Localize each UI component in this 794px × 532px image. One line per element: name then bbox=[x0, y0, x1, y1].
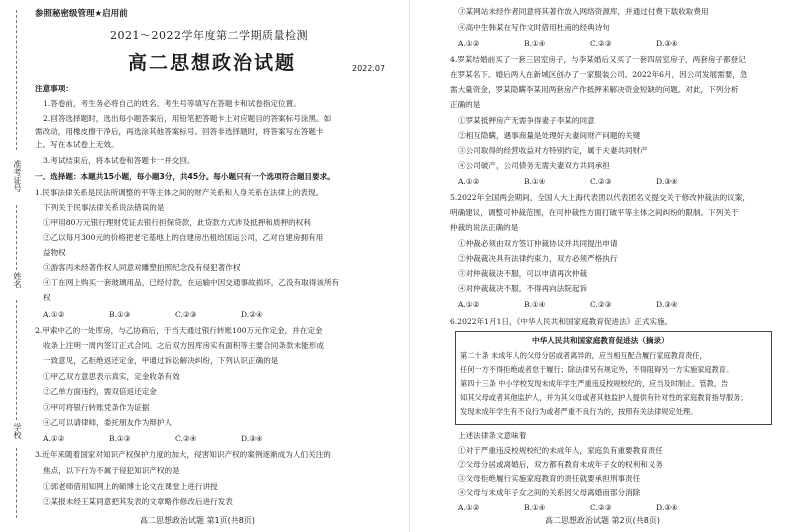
option-c[interactable]: C.②③ bbox=[590, 39, 612, 48]
question-line: 正确的是 bbox=[450, 100, 481, 109]
question-line: 明确建议，调整可仲裁范围，在可仲裁性方面打破平等主体之间纠纷的限制。下列关于 bbox=[450, 208, 739, 217]
question-line: 6.2022年1月1日，《中华人民共和国家庭教育促进法》正式实施。 bbox=[450, 317, 673, 326]
page-2 bbox=[410, 0, 794, 532]
question-line: 收条上注明一周内签订正式合同。之后双方因库房实有面积等主要合同条款未能形成 bbox=[43, 341, 324, 350]
question-line: 4.罗某结婚前买了一套三居室房子，与李某婚后又买了一套四居室房子，两套房子都登记 bbox=[450, 55, 746, 64]
margin-label-school: 学校 bbox=[10, 423, 22, 439]
question-line: 2.甲索中乙的一处库房，与乙协商后，于当天通过银行转账100万元作定金，并在定金 bbox=[35, 326, 323, 335]
answer-options bbox=[458, 502, 722, 513]
question-line: ②相互隐瞒，遇事商量是处理好夫妻间财产问题的关键 bbox=[458, 131, 641, 140]
question-line: ④高中生韩某在写作文时借用杜甫的经典诗句 bbox=[458, 23, 610, 32]
question-line: ②乙单方面违约，需双倍返还定金 bbox=[43, 387, 157, 396]
question-line: ④丁在网上购买一套玻璃用品，已经付款，在运输中因交通事故损坏，乙没有取得该所有 bbox=[43, 278, 340, 287]
option-b[interactable]: B.①③ bbox=[109, 434, 131, 443]
excerpt-title: 中华人民共和国家庭教育促进法（摘录） bbox=[532, 336, 669, 345]
exam-date: 2022.07 bbox=[352, 64, 386, 73]
option-c[interactable]: C.②④ bbox=[175, 434, 197, 443]
notes-heading: 注意事项： bbox=[35, 84, 73, 93]
question-line: ④对仲裁裁决不服，不得再向法院起诉 bbox=[458, 284, 588, 293]
option-a[interactable]: A.①② bbox=[43, 310, 65, 319]
question-line: 5.2022年全国两会期间，全国人大上海代表团以代表团名义提交关于修改仲裁法的议案， bbox=[450, 193, 750, 202]
question-line: ①仲裁必须由双方签订仲裁协议并共同提出申请 bbox=[458, 239, 618, 248]
option-b[interactable]: B.①④ bbox=[524, 177, 546, 186]
option-c[interactable]: C.②③ bbox=[175, 310, 197, 319]
question-line: ③游客丙未经著作权人同意对雕塑拍照纪念没有侵犯著作权 bbox=[43, 263, 241, 272]
exam-name: 2021～2022学年度第二学期质量检测 bbox=[110, 29, 308, 42]
question-line: ③对仲裁裁决不服，可以申请再次仲裁 bbox=[458, 269, 588, 278]
question-line: 下列关于民事法律关系说法错误的是 bbox=[43, 203, 165, 212]
question-line: ②乙以每月300元的价格把老宅基地上的自建房出租给国运公司，乙对自建房拥有用 bbox=[43, 233, 324, 242]
page-title: 高二思想政治试题 bbox=[128, 52, 297, 74]
question-line: ①罗某抵押房产无需争得妻子李某的同意 bbox=[458, 116, 595, 125]
option-d[interactable]: D.③④ bbox=[656, 300, 678, 309]
question-line: ③父母拒绝履行实施家庭教育的责任就要承担刑事责任 bbox=[458, 474, 641, 483]
answer-options bbox=[43, 309, 307, 320]
question-line: ④父母与未成年子女之间的关系因父母离婚而部分消除 bbox=[458, 488, 641, 497]
option-d[interactable]: D.③④ bbox=[656, 503, 678, 512]
margin-label-name: 姓名 bbox=[10, 272, 22, 288]
answer-options bbox=[458, 176, 722, 187]
question-line: ①对于严重违反校规校纪的未成年人，家庭负有重要教育责任 bbox=[458, 446, 664, 455]
option-d[interactable]: D.③④ bbox=[656, 39, 678, 48]
option-c[interactable]: C.②③ bbox=[590, 300, 612, 309]
answer-options bbox=[458, 38, 722, 49]
option-b[interactable]: B.①④ bbox=[524, 503, 546, 512]
option-b[interactable]: B.①④ bbox=[524, 300, 546, 309]
note-line: 上。写在本试卷上无效。 bbox=[35, 140, 119, 149]
option-a[interactable]: A.①② bbox=[458, 39, 480, 48]
question-line: ③某网站未经作者同意将其著作放入网络资源库，并通过付费下载收取费用 bbox=[458, 7, 709, 16]
option-a[interactable]: A.①② bbox=[43, 434, 65, 443]
confidential-stamp: 参照秘密级管理★启用前 bbox=[35, 9, 128, 19]
binding-line bbox=[16, 300, 17, 420]
question-line: 益物权 bbox=[43, 248, 66, 257]
excerpt-line: 第四十三条 中小学校发现未成年学生严重违反校规校纪的，应当及时制止、管教，告 bbox=[460, 379, 729, 388]
question-line: 一致意见，乙拒绝返还定金，甲通过诉讼解决纠纷，下列认识正确的是 bbox=[43, 356, 279, 365]
option-d[interactable]: D.③④ bbox=[241, 434, 263, 443]
question-line: 在罗某名下。婚后两人在新城区创办了一家服装公司。2022年6月，因公司发展需要，急 bbox=[450, 70, 748, 79]
page-footer: 高二思想政治试题 第1页(共8页) bbox=[140, 516, 255, 525]
excerpt-line: 知其父母或者其他监护人，并为其父母或者其他监护人提供有针对性的家庭教育指导服务； bbox=[460, 393, 748, 402]
question-line: 3.近年来随着国家对知识产权保护力度的加大，侵害知识产权的案例逐渐成为人们关注的 bbox=[35, 450, 331, 459]
excerpt-line: 发现未成年学生有不良行为或者严重不良行为的，按照有关法律规定处理。 bbox=[460, 407, 698, 416]
binding-line bbox=[16, 10, 17, 150]
question-line: ③甲可将银行转账凭条作为证据 bbox=[43, 403, 150, 412]
question-line: ④乙可以请律师，委托朋友作为辩护人 bbox=[43, 418, 173, 427]
question-line: 焦点，以下行为不属于侵犯知识产权的是 bbox=[43, 466, 180, 475]
note-line: 需改动，用橡皮擦干净后，再选涂其他答案标号。回答非选择题时，将答案写在答题卡 bbox=[35, 127, 324, 136]
option-c[interactable]: C.②③ bbox=[590, 503, 612, 512]
question-line: 上述法律条文意味着 bbox=[458, 431, 527, 440]
option-a[interactable]: A.①② bbox=[458, 503, 480, 512]
option-d[interactable]: D.②④ bbox=[241, 310, 263, 319]
question-line: 权 bbox=[43, 293, 51, 302]
note-line: 2.回答选择题时，选出每小题答案后，用铅笔把答题卡上对应题目的答案标号涂黑。如 bbox=[43, 114, 332, 123]
answer-options bbox=[43, 433, 307, 444]
binding-line bbox=[16, 205, 17, 270]
option-a[interactable]: A.①② bbox=[458, 300, 480, 309]
question-line: ②父母分居或离婚后，双方都有教育未成年子女的权利和义务 bbox=[458, 460, 664, 469]
question-line: 仲裁的说法正确的是 bbox=[450, 223, 519, 232]
note-line: 3.考试结束后，将本试卷和答题卡一并交回。 bbox=[43, 156, 195, 165]
question-line: ③公司取得的经营收益对方特别约定，属于夫妻共同财产 bbox=[458, 146, 648, 155]
question-line: ④公司破产，公司债务无需夫妻双方共同承担 bbox=[458, 161, 610, 170]
option-d[interactable]: D.③④ bbox=[656, 177, 678, 186]
note-line: 1.答卷前，考生务必将自己的姓名、考生号等填写在答题卡和试卷指定位置。 bbox=[43, 99, 301, 108]
option-b[interactable]: B.①③ bbox=[109, 310, 131, 319]
excerpt-line: 第二十条 未成年人的父母分居或者离异的，应当相互配合履行家庭教育责任， bbox=[460, 351, 707, 360]
option-c[interactable]: C.②③ bbox=[590, 177, 612, 186]
question-line: ①甲乙双方意思表示真实，定金收条有效 bbox=[43, 372, 180, 381]
binding-line bbox=[16, 448, 17, 518]
question-line: ②某报未经王某同意把其发表的文章略作修改后进行发表 bbox=[43, 497, 233, 506]
margin-label-exam-number: 准考证号 bbox=[10, 160, 22, 192]
question-line: ①甲用80万元银行理财凭证去银行担保贷款，此贷款方式涉及抵押和质押的权利 bbox=[43, 218, 311, 227]
question-line: 需大量资金，罗某隐瞒李某用两套房产作抵押来解决资金短缺的问题。对此，下列分析 bbox=[450, 85, 739, 94]
section-heading: 一、选择题：本题共15小题，每小题3分，共45分。每小题只有一个选项符合题目要求。 bbox=[35, 172, 335, 181]
option-a[interactable]: A.①② bbox=[458, 177, 480, 186]
page-footer: 高二思想政治试题 第2页(共8页) bbox=[545, 516, 660, 525]
question-line: 1.民事法律关系是民法所调整的平等主体之间的财产关系和人身关系在法律上的表现。 bbox=[35, 188, 324, 197]
answer-options bbox=[458, 299, 722, 310]
option-b[interactable]: B.①④ bbox=[524, 39, 546, 48]
excerpt-line: 任何一方不得拒绝或者怠于履行；除法律另有规定外，不得阻碍另一方实施家庭教育。 bbox=[460, 365, 734, 374]
question-line: ①郭老师借用知网上的硕博士论文在课堂上进行讲授 bbox=[43, 482, 218, 491]
question-line: ②仲裁裁决具有法律约束力，双方必须严格执行 bbox=[458, 254, 618, 263]
